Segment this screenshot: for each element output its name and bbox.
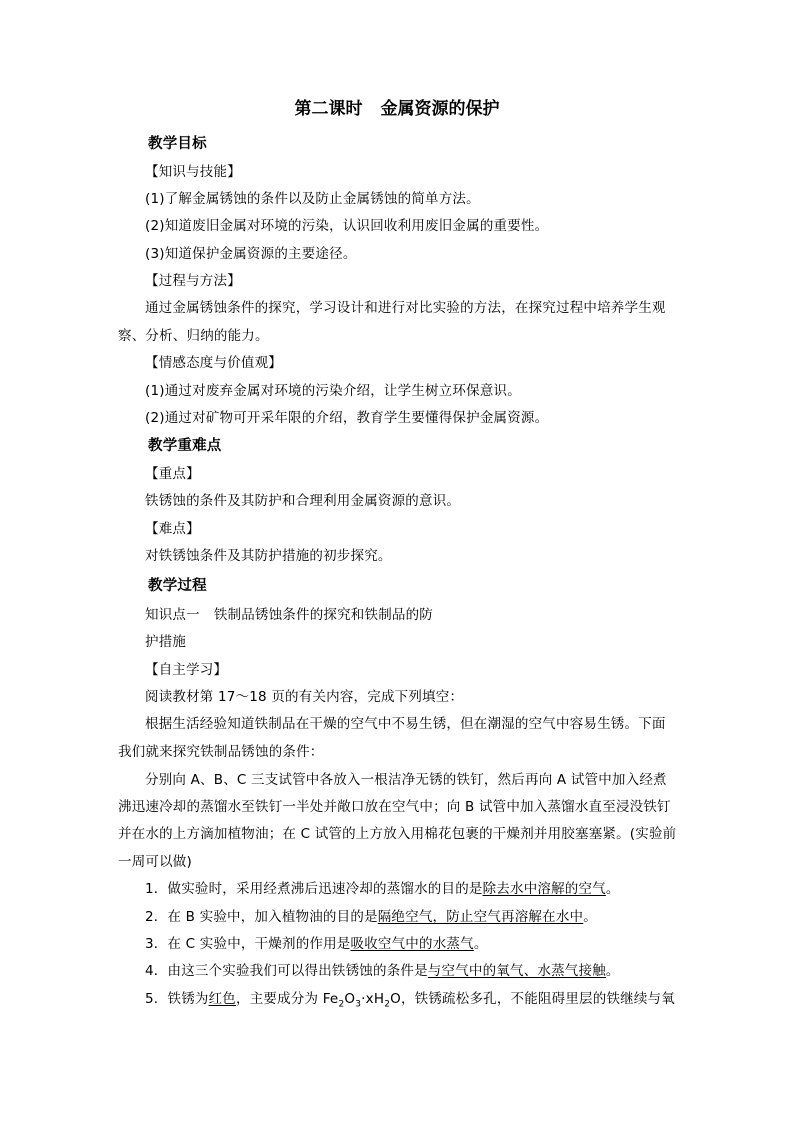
question-5-answer: 红色 [208, 991, 236, 1007]
question-2 [145, 907, 597, 927]
lesson-number: 第二课时 [294, 99, 363, 119]
process-method-tag: 【过程与方法】 [145, 273, 241, 289]
lesson-topic: 金属资源的保护 [380, 99, 500, 119]
question-3-text: 3．在 C 实验中，干燥剂的作用是 [145, 936, 351, 952]
objectives-heading: 教学目标 [148, 136, 207, 152]
knowledge-item-1: (1)了解金属锈蚀的条件以及防止金属锈蚀的简单方法。 [145, 191, 480, 207]
question-4 [145, 961, 620, 981]
process-heading: 教学过程 [148, 578, 207, 594]
question-4-text: 4．由这三个实验我们可以得出铁锈蚀的条件是 [145, 963, 428, 979]
question-3-end: 。 [473, 936, 488, 952]
question-2-answer: 隔绝空气，防止空气再溶解在水中 [377, 909, 584, 925]
knowledge-point-label: 知识点一 [145, 607, 200, 623]
question-1-end: 。 [605, 881, 620, 897]
question-5-tail: ，铁锈疏松多孔，不能阻碍里层的铁继续与氧 [400, 991, 675, 1007]
page-title [0, 98, 794, 120]
knowledge-item-2: (2)知道废旧金属对环境的污染，认识回收利用废旧金属的重要性。 [145, 218, 549, 234]
intro-line-1: 根据生活经验知道铁制品在干燥的空气中不易生锈，但在潮湿的空气中容易生锈。下面 [145, 716, 666, 732]
key-points-heading: 教学重难点 [148, 438, 222, 454]
knowledge-item-3: (3)知道保护金属资源的主要途径。 [145, 246, 357, 262]
question-4-answer: 与空气中的氧气、水蒸气接触 [427, 963, 606, 979]
question-4-end: 。 [605, 963, 620, 979]
self-study-tag: 【自主学习】 [145, 662, 228, 678]
knowledge-point-title: 铁制品锈蚀条件的探究和铁制品的防 [213, 607, 434, 623]
emotion-tag: 【情感态度与价值观】 [145, 355, 282, 371]
formula-hydrate: ·xH [361, 991, 385, 1007]
question-1 [145, 879, 620, 899]
question-1-answer: 除去水中溶解的空气 [482, 881, 606, 897]
knowledge-point-line-1 [145, 605, 433, 625]
difficulty-tag: 【难点】 [145, 521, 200, 537]
focus-tag: 【重点】 [145, 466, 200, 482]
emotion-item-2: (2)通过对矿物可开采年限的介绍，教育学生要懂得保护金属资源。 [145, 410, 549, 426]
focus-text: 铁锈蚀的条件及其防护和合理利用金属资源的意识。 [145, 493, 461, 509]
process-method-line-1: 通过金属锈蚀条件的探究，学习设计和进行对比实验的方法，在探究过程中培养学生观 [145, 300, 666, 316]
question-3-answer: 吸收空气中的水蒸气 [350, 936, 474, 952]
question-2-end: 。 [583, 909, 597, 925]
intro-line-2: 我们就来探究铁制品锈蚀的条件： [118, 744, 324, 760]
question-5: 5．铁锈为红色，主要成分为 $Fe_2O_3\cdot xH_2O$，铁锈疏松多孔，不能阻碍里层的铁继续与氧 [145, 991, 675, 1010]
question-2-text: 2．在 B 实验中，加入植物油的目的是 [145, 909, 378, 925]
formula-o-end: O [390, 991, 401, 1007]
process-method-line-2: 察、分析、归纳的能力。 [118, 328, 269, 344]
difficulty-text: 对铁锈蚀条件及其防护措施的初步探究。 [145, 548, 392, 564]
experiment-line-4: 一周可以做) [118, 854, 192, 870]
question-5-text: 5．铁锈为 [145, 991, 209, 1007]
experiment-line-1: 分别向 A、B、C 三支试管中各放入一根洁净无锈的铁钉，然后再向 A 试管中加入经煮 [145, 772, 667, 788]
emotion-item-1: (1)通过对废弃金属对环境的污染介绍，让学生树立环保意识。 [145, 383, 521, 399]
knowledge-tag: 【知识与技能】 [145, 164, 241, 180]
experiment-line-3: 并在水的上方滴加植物油；在 C 试管的上方放入用棉花包裹的干燥剂并用胶塞塞紧。(实验前 [118, 826, 677, 842]
question-5-formula-start: ，主要成分为 Fe [236, 991, 339, 1007]
formula-o: O [344, 991, 356, 1007]
reading-instruction: 阅读教材第 17～18 页的有关内容，完成下列填空： [145, 689, 464, 705]
question-1-text: 1．做实验时，采用经煮沸后迅速冷却的蒸馏水的目的是 [145, 881, 483, 897]
knowledge-point-line-2: 护措施 [145, 634, 187, 650]
question-3 [145, 934, 488, 954]
experiment-line-2: 沸迅速冷却的蒸馏水至铁钉一半处并敞口放在空气中；向 B 试管中加入蒸馏水直至浸没铁钉 [118, 799, 671, 815]
